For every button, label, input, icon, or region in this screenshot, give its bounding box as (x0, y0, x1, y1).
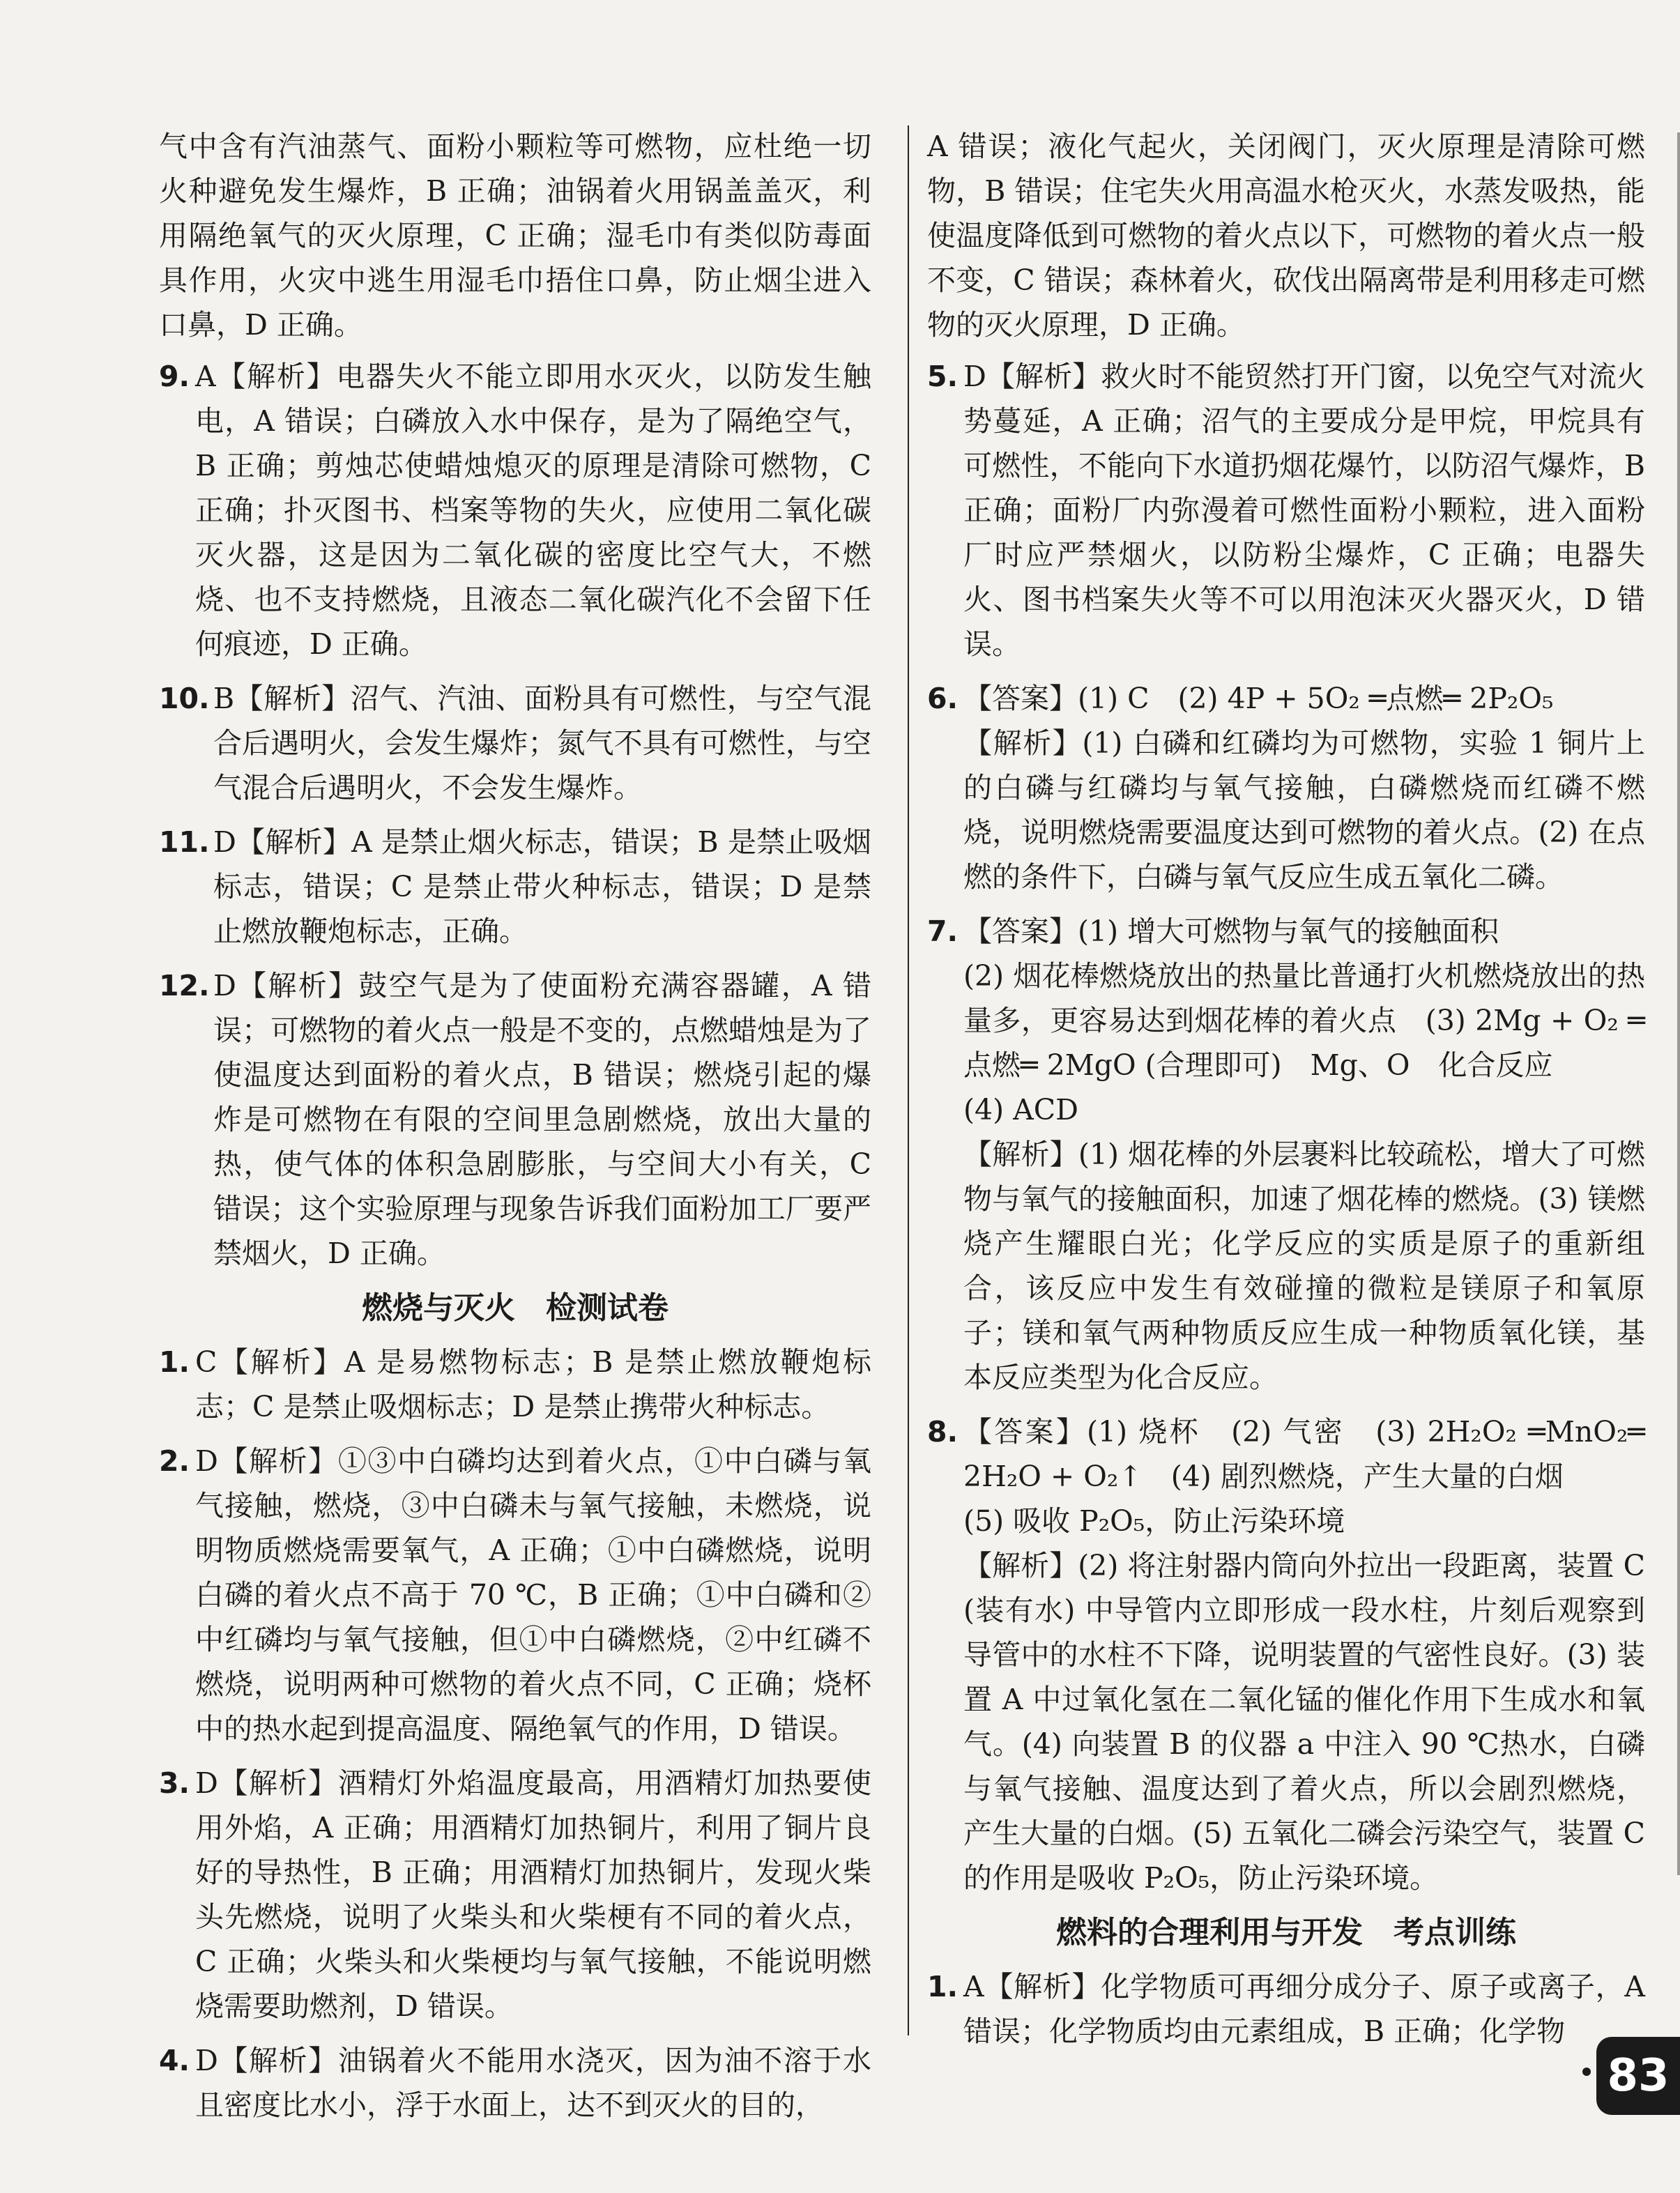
test-item-3 (159, 1761, 871, 2028)
item-number: 10. (159, 682, 210, 715)
item-text: A【解析】电器失火不能立即用水灭火，以防发生触电，A 错误；白磷放入水中保存，是为了隔绝空气，B 正确；剪烛芯使蜡烛熄灭的原理是清除可燃物，C 正确；扑灭图书、档案等物的失火，应使用二氧化碳灭火器，这是因为二氧化碳的密度比空气大，不燃烧、也不支持燃烧，且液态二氧化碳汽化不会留下任何痕迹，D 正确。 (195, 360, 871, 661)
item-number: 5. (927, 360, 959, 393)
item-text: A【解析】化学物质可再细分成分子、原子或离子，A 错误；化学物质均由元素组成，B 正确；化学物 (963, 1970, 1645, 2048)
item-text: C【解析】A 是易燃物标志；B 是禁止燃放鞭炮标志；C 是禁止吸烟标志；D 是禁止携带火种标志。 (195, 1345, 871, 1423)
answer-text-2: (2) 烟花棒燃烧放出的热量比普通打火机燃烧放出的热量多，更容易达到烟花棒的着火点 (3) 2Mg + O₂ ═点燃═ 2MgO (合理即可) Mg、O 化合反应 (963, 959, 1645, 1082)
answer-item-10 (159, 676, 871, 810)
item-number: 2. (159, 1444, 190, 1478)
analysis-text: 【解析】(2) 将注射器内筒向外拉出一段距离，装置 C (装有水) 中导管内立即形成一段水柱，片刻后观察到导管中的水柱不下降，说明装置的气密性良好。(3) 装置 A 中过氧化氢在二氧化锰的催化作用下生成水和氧气。(4) 向装置 B 的仪器 a 中注入 90 ℃热水，白磷与氧气接触、温度达到了着火点，所以会剧烈燃烧，产生大量的白烟。(5) 五氧化二磷会污染空气，装置 C 的作用是吸收 P₂O₅，防止污染环境。 (963, 1549, 1645, 1895)
item-number: 8. (927, 1415, 959, 1449)
answer-text-1: 【答案】(1) 烧杯 (2) 气密 (3) 2H₂O₂ ═MnO₂═ 2H₂O + O₂↑ (4) 剧烈燃烧，产生大量的白烟 (963, 1415, 1645, 1493)
item-text: D【解析】A 是禁止烟火标志，错误；B 是禁止吸烟标志，错误；C 是禁止带火种标志，错误；D 是禁止燃放鞭炮标志，正确。 (213, 825, 871, 948)
test-item-2 (159, 1439, 871, 1751)
item-number: 3. (159, 1766, 190, 1800)
test-item-4 (159, 2038, 871, 2127)
item-number: 12. (159, 969, 210, 1002)
section-title-fuel: 燃料的合理利用与开发 考点训练 (1056, 1915, 1516, 1950)
answer-item-11 (159, 820, 871, 954)
page-number: 83 (1596, 2037, 1680, 2115)
right-lead-paragraph: A 错误；液化气起火，关闭阀门，灭火原理是清除可燃物，B 错误；住宅失火用高温水枪灭火，水蒸发吸热，能使温度降低到可燃物的着火点以下，可燃物的着火点一般不变，C 错误；森林着火，砍伐出隔离带是利用移走可燃物的灭火原理，D 正确。 (927, 130, 1645, 342)
answer-text-3: (4) ACD (963, 1093, 1078, 1126)
item-text: D【解析】油锅着火不能用水浇灭，因为油不溶于水且密度比水小，浮于水面上，达不到灭火的目的， (195, 2044, 871, 2122)
answer-text-1: 【答案】(1) 增大可燃物与氧气的接触面积 (963, 915, 1499, 948)
test-item-1 (159, 1340, 871, 1429)
item-number: 11. (159, 825, 210, 859)
fuel-item-1 (927, 1964, 1645, 2054)
item-text: D【解析】①③中白磷均达到着火点，①中白磷与氧气接触，燃烧，③中白磷未与氧气接触，未燃烧，说明物质燃烧需要氧气，A 正确；①中白磷燃烧，说明白磷的着火点不高于 70 ℃，B 正确；①中白磷和②中红磷均与氧气接触，但①中白磷燃烧，②中红磷不燃烧，说明两种可燃物的着火点不同，C 正确；烧杯中的热水起到提高温度、隔绝氧气的作用，D 错误。 (195, 1444, 871, 1745)
item-number: 6. (927, 682, 959, 715)
analysis-text: 【解析】(1) 白磷和红磷均为可燃物，实验 1 铜片上的白磷与红磷均与氧气接触，白磷燃烧而红磷不燃烧，说明燃烧需要温度达到可燃物的着火点。(2) 在点燃的条件下，白磷与氧气反应生成五氧化二磷。 (963, 726, 1645, 894)
answer-text-2: (5) 吸收 P₂O₅，防止污染环境 (963, 1504, 1345, 1538)
test-item-5 (927, 354, 1645, 666)
left-column (159, 124, 871, 2137)
item-number: 1. (927, 1970, 959, 2003)
page-edge (1677, 132, 1680, 1875)
test-item-8 (927, 1409, 1645, 1900)
item-number: 4. (159, 2044, 190, 2077)
analysis-text: 【解析】(1) 烟花棒的外层裹料比较疏松，增大了可燃物与氧气的接触面积，加速了烟花棒的燃烧。(3) 镁燃烧产生耀眼白光；化学反应的实质是原子的重新组合，该反应中发生有效碰撞的微粒是镁原子和氧原子；镁和氧气两种物质反应生成一种物质氧化镁，基本反应类型为化合反应。 (963, 1138, 1645, 1394)
item-text: D【解析】酒精灯外焰温度最高，用酒精灯加热要使用外焰，A 正确；用酒精灯加热铜片，利用了铜片良好的导热性，B 正确；用酒精灯加热铜片，发现火柴头先燃烧，说明了火柴头和火柴梗有不同的着火点，C 正确；火柴头和火柴梗均与氧气接触，不能说明燃烧需要助燃剂，D 错误。 (195, 1766, 871, 2023)
answer-item-9 (159, 354, 871, 666)
item-number: 9. (159, 360, 190, 393)
left-lead-paragraph: 气中含有汽油蒸气、面粉小颗粒等可燃物，应杜绝一切火种避免发生爆炸，B 正确；油锅着火用锅盖盖灭，利用隔绝氧气的灭火原理，C 正确；湿毛巾有类似防毒面具作用，火灾中逃生用湿毛巾捂住口鼻，防止烟尘进入口鼻，D 正确。 (159, 130, 871, 342)
answer-text: 【答案】(1) C (2) 4P + 5O₂ ═点燃═ 2P₂O₅ (963, 682, 1554, 715)
test-item-7 (927, 909, 1645, 1400)
item-text: D【解析】鼓空气是为了使面粉充满容器罐，A 错误；可燃物的着火点一般是不变的，点燃蜡烛是为了使温度达到面粉的着火点，B 错误；燃烧引起的爆炸是可燃物在有限的空间里急剧燃烧，放出大量的热，使气体的体积急剧膨胀，与空间大小有关，C 错误；这个实验原理与现象告诉我们面粉加工厂要严禁烟火，D 正确。 (213, 969, 871, 1270)
test-item-6 (927, 676, 1645, 899)
item-text: B【解析】沼气、汽油、面粉具有可燃性，与空气混合后遇明火，会发生爆炸；氮气不具有可燃性，与空气混合后遇明火，不会发生爆炸。 (213, 682, 871, 804)
item-number: 7. (927, 915, 959, 948)
answer-item-12 (159, 963, 871, 1276)
item-number: 1. (159, 1345, 190, 1379)
page-number-dot (1582, 2068, 1591, 2076)
item-text: D【解析】救火时不能贸然打开门窗，以免空气对流火势蔓延，A 正确；沼气的主要成分是甲烷，甲烷具有可燃性，不能向下水道扔烟花爆竹，以防沼气爆炸，B 正确；面粉厂内弥漫着可燃性面粉小颗粒，进入面粉厂时应严禁烟火，以防粉尘爆炸，C 正确；电器失火、图书档案失火等不可以用泡沫灭火器灭火，D 错误。 (963, 360, 1645, 661)
column-divider (908, 125, 909, 2035)
section-title-test: 燃烧与灭火 检测试卷 (362, 1290, 669, 1326)
right-column (927, 124, 1645, 2063)
